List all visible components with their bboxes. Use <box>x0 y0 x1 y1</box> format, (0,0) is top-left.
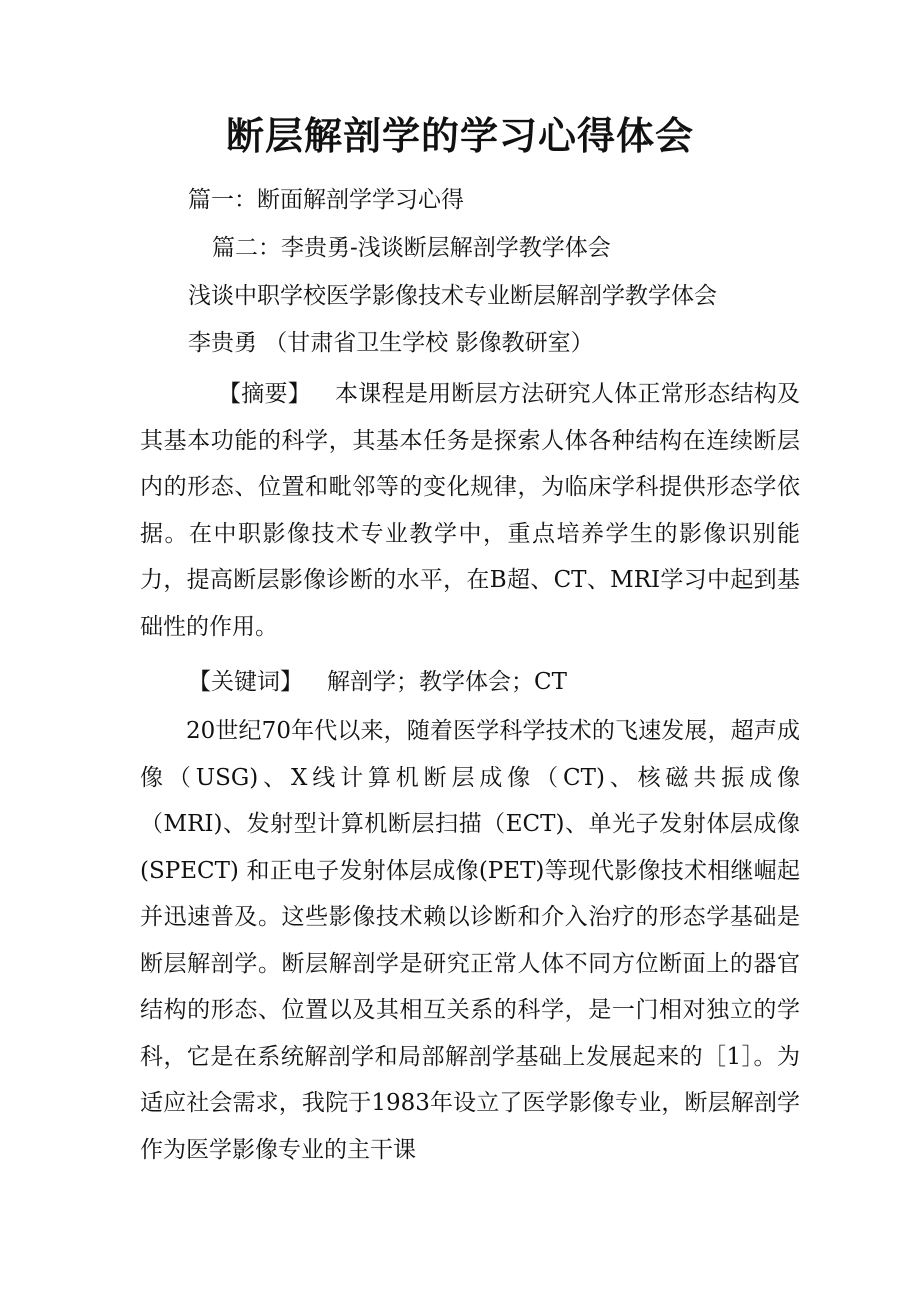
abstract-text: 本课程是用断层方法研究人体正常形态结构及其基本功能的科学，其基本任务是探索人体各种结构在连续断层内的形态、位置和毗邻等的变化规律，为临床学科提供形态学依据。在中职影像技术专业教学中，重点培养学生的影像识别能力，提高断层影像诊断的水平，在B超、CT、MRI学习中起到基础性的作用。 <box>140 381 801 640</box>
keywords-label: 【关键词】 <box>188 669 303 695</box>
keywords-text: 解剖学；教学体会；CT <box>327 669 567 695</box>
keywords-line <box>188 665 567 699</box>
part-two-heading: 篇二：李贵勇-浅谈断层解剖学教学体会 <box>212 235 611 261</box>
body-paragraph: 20世纪70年代以来，随着医学科学技术的飞速发展，超声成像（USG)、X线计算机断层成像（CT)、核磁共振成像（MRI)、发射型计算机断层扫描（ECT)、单光子发射体层成像(SPECT) 和正电子发射体层成像(PET)等现代影像技术相继崛起并迅速普及。这些影像技术赖以诊断和介入治疗的形态学基础是断层解剖学。断层解剖学是研究正常人体不同方位断面上的器官结构的形态、位置以及其相互关系的科学，是一门相对独立的学科，它是在系统解剖学和局部解剖学基础上发展起来的［1］。为适应社会需求，我院于1983年设立了医学影像专业，断层解剖学作为医学影像专业的主干课 <box>140 718 800 1163</box>
article-subtitle: 浅谈中职学校医学影像技术专业断层解剖学教学体会 <box>188 283 717 309</box>
part-one-heading: 篇一：断面解剖学学习心得 <box>188 187 464 213</box>
author-line: 李贵勇 （甘肃省卫生学校 影像教研室） <box>188 330 594 356</box>
abstract-paragraph <box>140 371 800 650</box>
document-title: 断层解剖学的学习心得体会 <box>225 113 694 158</box>
abstract-label: 【摘要】 <box>218 381 312 407</box>
